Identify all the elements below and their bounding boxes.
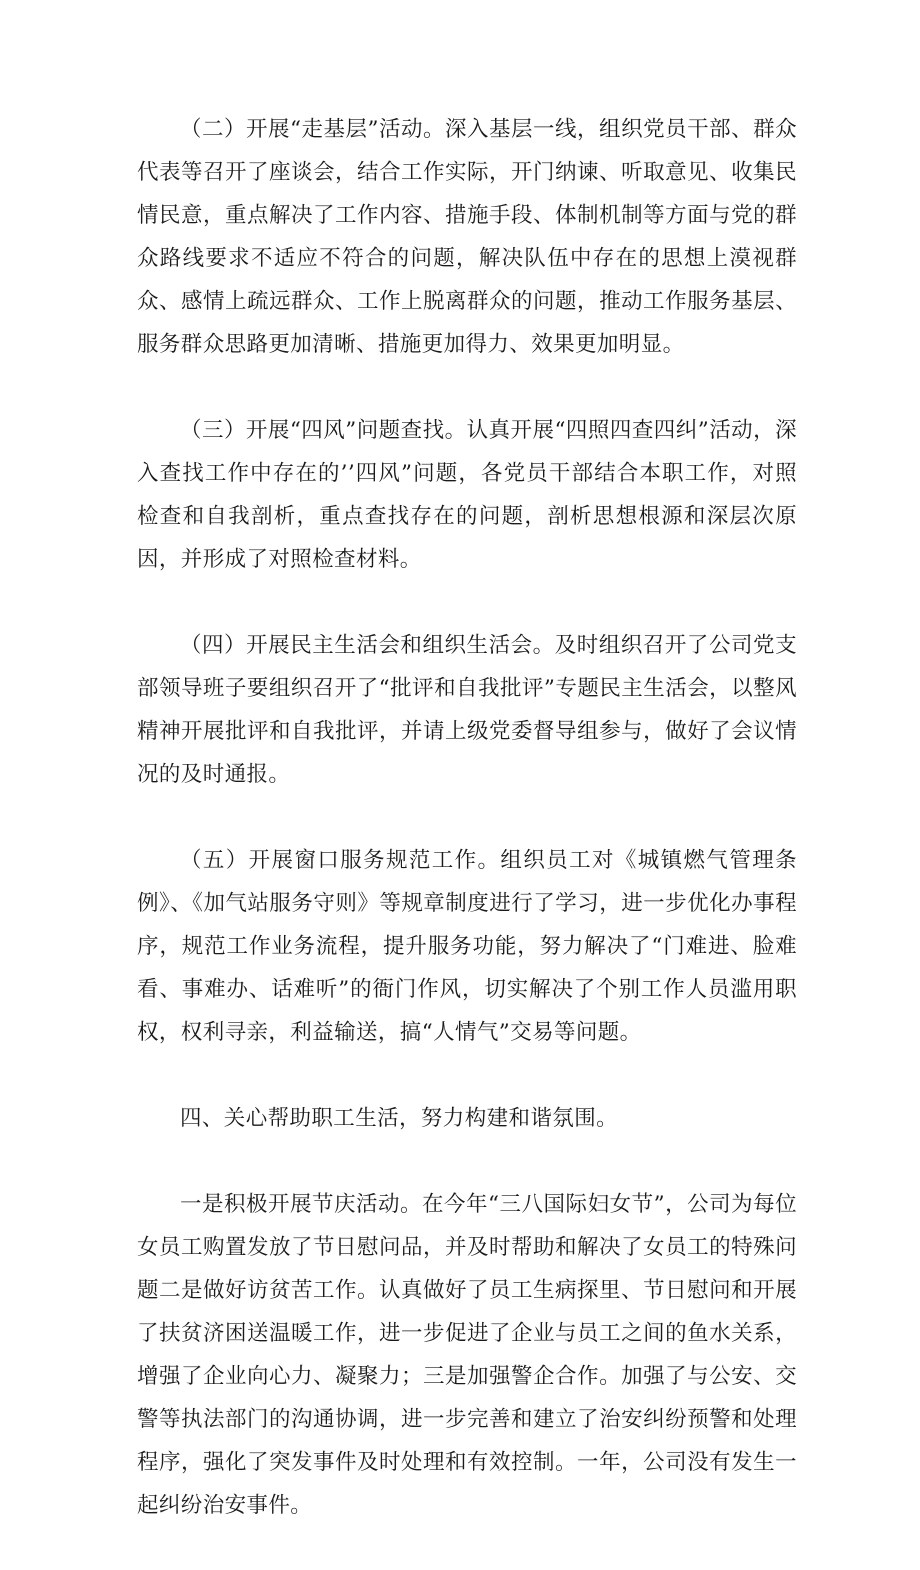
section-heading-four: 四、关心帮助职工生活，努力构建和谐氛围。	[180, 1106, 619, 1131]
paragraph-three-four-winds: （三）开展“四风”问题查找。认真开展“四照四查四纠”活动，深入查找工作中存在的’’四风”问题，各党员干部结合本职工作，对照检查和自我剖析，重点查找存在的问题，剖析思想根源和深层次原因，并形成了对照检查材料。	[137, 418, 797, 572]
paragraph-two-grassroots: （二）开展“走基层”活动。深入基层一线，组织党员干部、群众代表等召开了座谈会，结合工作实际，开门纳谏、听取意见、收集民情民意，重点解决了工作内容、措施手段、体制机制等方面与党的群众路线要求不适应不符合的问题，解决队伍中存在的思想上漠视群众、感情上疏远群众、工作上脱离群众的问题，推动工作服务基层、服务群众思路更加清晰、措施更加得力、效果更加明显。	[137, 117, 797, 357]
document-body	[137, 108, 797, 1570]
paragraph-holiday-activities: 一是积极开展节庆活动。在今年“三八国际妇女节”，公司为每位女员工购置发放了节日慰问品，并及时帮助和解决了女员工的特殊问题二是做好访贫苦工作。认真做好了员工生病探里、节日慰问和开展了扶贫济困送温暖工作，进一步促进了企业与员工之间的鱼水关系，增强了企业向心力、凝聚力；三是加强警企合作。加强了与公安、交警等执法部门的沟通协调，进一步完善和建立了治安纠纷预警和处理程序，强化了突发事件及时处理和有效控制。一年，公司没有发生一起纠纷治安事件。	[137, 1192, 797, 1518]
paragraph-four-democratic-life: （四）开展民主生活会和组织生活会。及时组织召开了公司党支部领导班子要组织召开了“批评和自我批评”专题民主生活会，以整风精神开展批评和自我批评，并请上级党委督导组参与，做好了会议情况的及时通报。	[137, 633, 797, 787]
paragraph-five-window-service: （五）开展窗口服务规范工作。组织员工对《城镇燃气管理条例》、《加气站服务守则》等规章制度进行了学习，进一步优化办事程序，规范工作业务流程，提升服务功能，努力解决了“门难进、脸难看、事难办、话难听”的衙门作风，切实解决了个别工作人员滥用职权，权利寻亲，利益输送，搞“人情气”交易等问题。	[137, 848, 797, 1045]
